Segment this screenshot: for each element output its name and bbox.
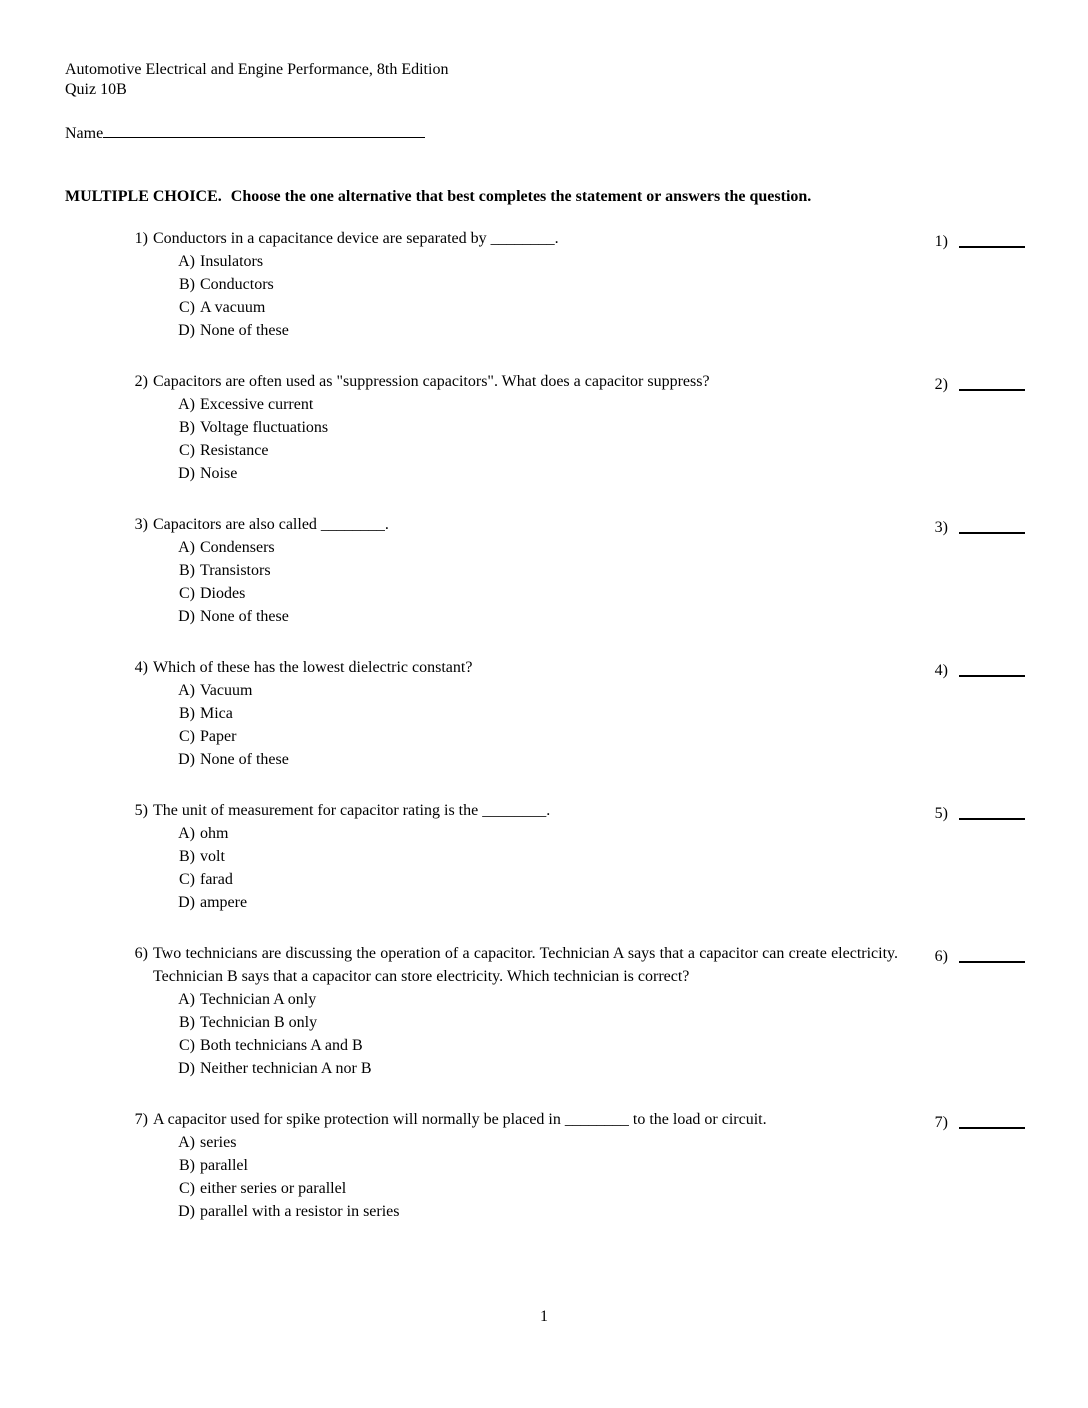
question-block [65, 942, 1025, 1080]
option-label: C) [179, 442, 195, 459]
answer-option [173, 1200, 918, 1223]
question-options [173, 822, 918, 914]
answer-slot [928, 1108, 1025, 1134]
name-field-row [65, 120, 1025, 145]
option-text: Noise [200, 465, 238, 482]
question-options [173, 1131, 918, 1223]
question-number: 4) [134, 659, 148, 676]
answer-slot [928, 942, 1025, 968]
answer-blank-line[interactable] [959, 944, 1025, 963]
answer-number: 4) [934, 662, 948, 679]
answer-option [173, 845, 918, 868]
option-text: Transistors [200, 562, 271, 579]
option-label: D) [178, 1060, 195, 1077]
question-options [173, 988, 918, 1080]
option-text: Vacuum [200, 682, 253, 699]
answer-number: 2) [934, 376, 948, 393]
option-text: Technician B only [200, 1014, 318, 1031]
option-text: None of these [200, 322, 289, 339]
option-text: farad [200, 871, 233, 888]
answer-option [173, 319, 918, 342]
option-text: ohm [200, 825, 229, 842]
document-header [65, 60, 1025, 100]
option-label: B) [179, 276, 195, 293]
option-label: B) [179, 705, 195, 722]
option-label: A) [178, 825, 195, 842]
option-text: None of these [200, 608, 289, 625]
answer-option [173, 725, 918, 748]
question-number: 6) [134, 945, 148, 962]
question-number: 1) [134, 230, 148, 247]
option-label: C) [179, 1180, 195, 1197]
question-block [65, 513, 1025, 628]
answer-blank-line[interactable] [959, 229, 1025, 248]
answer-blank-line[interactable] [959, 1110, 1025, 1129]
answer-slot [928, 513, 1025, 539]
answer-option [173, 559, 918, 582]
option-label: C) [179, 299, 195, 316]
option-text: Mica [200, 705, 233, 722]
answer-option [173, 1154, 918, 1177]
answer-option [173, 296, 918, 319]
answer-option [173, 250, 918, 273]
option-label: A) [178, 396, 195, 413]
option-label: B) [179, 1157, 195, 1174]
option-label: B) [179, 1014, 195, 1031]
option-text: None of these [200, 751, 289, 768]
answer-blank-line[interactable] [959, 801, 1025, 820]
option-text: series [200, 1134, 237, 1151]
option-text: Conductors [200, 276, 274, 293]
option-label: D) [178, 1203, 195, 1220]
option-label: A) [178, 1134, 195, 1151]
answer-number: 5) [934, 805, 948, 822]
answer-blank-line[interactable] [959, 515, 1025, 534]
option-text: Paper [200, 728, 237, 745]
answer-number: 6) [934, 948, 948, 965]
option-text: ampere [200, 894, 248, 911]
answer-slot [928, 656, 1025, 682]
question-main [128, 370, 918, 485]
option-label: D) [178, 608, 195, 625]
answer-option [173, 536, 918, 559]
question-text: Which of these has the lowest dielectric constant? [153, 659, 473, 676]
option-text: either series or parallel [200, 1180, 347, 1197]
instructions-label: MULTIPLE CHOICE. [65, 188, 222, 205]
option-text: Condensers [200, 539, 275, 556]
option-label: C) [179, 1037, 195, 1054]
question-line [128, 227, 918, 250]
option-text: parallel with a resistor in series [200, 1203, 400, 1220]
answer-number: 7) [934, 1114, 948, 1131]
answer-option [173, 702, 918, 725]
question-block [65, 370, 1025, 485]
option-label: A) [178, 253, 195, 270]
answer-blank-line[interactable] [959, 658, 1025, 677]
answer-option [173, 462, 918, 485]
question-number: 2) [134, 373, 148, 390]
question-main [128, 227, 918, 342]
option-label: D) [178, 465, 195, 482]
question-text: Two technicians are discussing the operation of a capacitor. Technician A says that a capacitor can create electricity. Technician B says that a capacitor can store electricity. Which technician is correct? [153, 945, 898, 985]
instructions-text: Choose the one alternative that best completes the statement or answers the question. [230, 188, 812, 205]
answer-option [173, 679, 918, 702]
option-text: parallel [200, 1157, 248, 1174]
quiz-title: Quiz 10B [65, 81, 127, 98]
answer-option [173, 416, 918, 439]
question-text: Capacitors are also called ________. [153, 516, 389, 533]
option-text: Diodes [200, 585, 246, 602]
question-line [128, 656, 918, 679]
answer-option [173, 1131, 918, 1154]
question-main [128, 656, 918, 771]
option-text: volt [200, 848, 225, 865]
question-number: 5) [134, 802, 148, 819]
question-block [65, 227, 1025, 342]
option-label: B) [179, 562, 195, 579]
question-options [173, 393, 918, 485]
question-line [128, 513, 918, 536]
name-label: Name [65, 125, 104, 142]
option-label: D) [178, 751, 195, 768]
page-number: 1 [540, 1308, 548, 1325]
option-text: Excessive current [200, 396, 314, 413]
question-main [128, 799, 918, 914]
option-label: A) [178, 991, 195, 1008]
option-label: C) [179, 728, 195, 745]
question-options [173, 250, 918, 342]
answer-option [173, 868, 918, 891]
answer-option [173, 988, 918, 1011]
question-options [173, 679, 918, 771]
question-options [173, 536, 918, 628]
option-label: C) [179, 585, 195, 602]
question-number: 3) [134, 516, 148, 533]
answer-option [173, 1034, 918, 1057]
option-text: Both technicians A and B [200, 1037, 363, 1054]
answer-option [173, 748, 918, 771]
answer-option [173, 1177, 918, 1200]
answer-number: 3) [934, 519, 948, 536]
answer-option [173, 273, 918, 296]
question-block [65, 1108, 1025, 1223]
answer-blank-line[interactable] [959, 372, 1025, 391]
name-blank-line[interactable] [103, 120, 425, 138]
question-block [65, 799, 1025, 914]
option-text: Resistance [200, 442, 269, 459]
question-text: The unit of measurement for capacitor rating is the ________. [153, 802, 551, 819]
question-number: 7) [134, 1111, 148, 1128]
option-label: B) [179, 848, 195, 865]
option-label: D) [178, 322, 195, 339]
answer-option [173, 1011, 918, 1034]
answer-option [173, 393, 918, 416]
questions-list [65, 227, 1025, 1223]
answer-slot [928, 370, 1025, 396]
answer-slot [928, 227, 1025, 253]
question-text: A capacitor used for spike protection will normally be placed in ________ to the load or circuit. [153, 1111, 767, 1128]
option-label: A) [178, 682, 195, 699]
question-line [128, 942, 918, 988]
question-line [128, 799, 918, 822]
option-text: A vacuum [200, 299, 266, 316]
option-label: A) [178, 539, 195, 556]
answer-option [173, 605, 918, 628]
answer-option [173, 1057, 918, 1080]
question-main [128, 942, 918, 1080]
option-label: C) [179, 871, 195, 888]
answer-option [173, 439, 918, 462]
answer-slot [928, 799, 1025, 825]
question-block [65, 656, 1025, 771]
answer-option [173, 582, 918, 605]
option-text: Technician A only [200, 991, 317, 1008]
course-title: Automotive Electrical and Engine Performance, 8th Edition [65, 61, 449, 78]
option-text: Insulators [200, 253, 264, 270]
answer-option [173, 891, 918, 914]
question-main [128, 513, 918, 628]
answer-number: 1) [934, 233, 948, 250]
option-label: D) [178, 894, 195, 911]
question-text: Capacitors are often used as "suppression capacitors". What does a capacitor suppress? [153, 373, 710, 390]
option-text: Neither technician A nor B [200, 1060, 372, 1077]
answer-option [173, 822, 918, 845]
question-line [128, 370, 918, 393]
option-text: Voltage fluctuations [200, 419, 329, 436]
question-main [128, 1108, 918, 1223]
option-label: B) [179, 419, 195, 436]
instructions [65, 187, 1025, 207]
question-text: Conductors in a capacitance device are separated by ________. [153, 230, 559, 247]
question-line [128, 1108, 918, 1131]
